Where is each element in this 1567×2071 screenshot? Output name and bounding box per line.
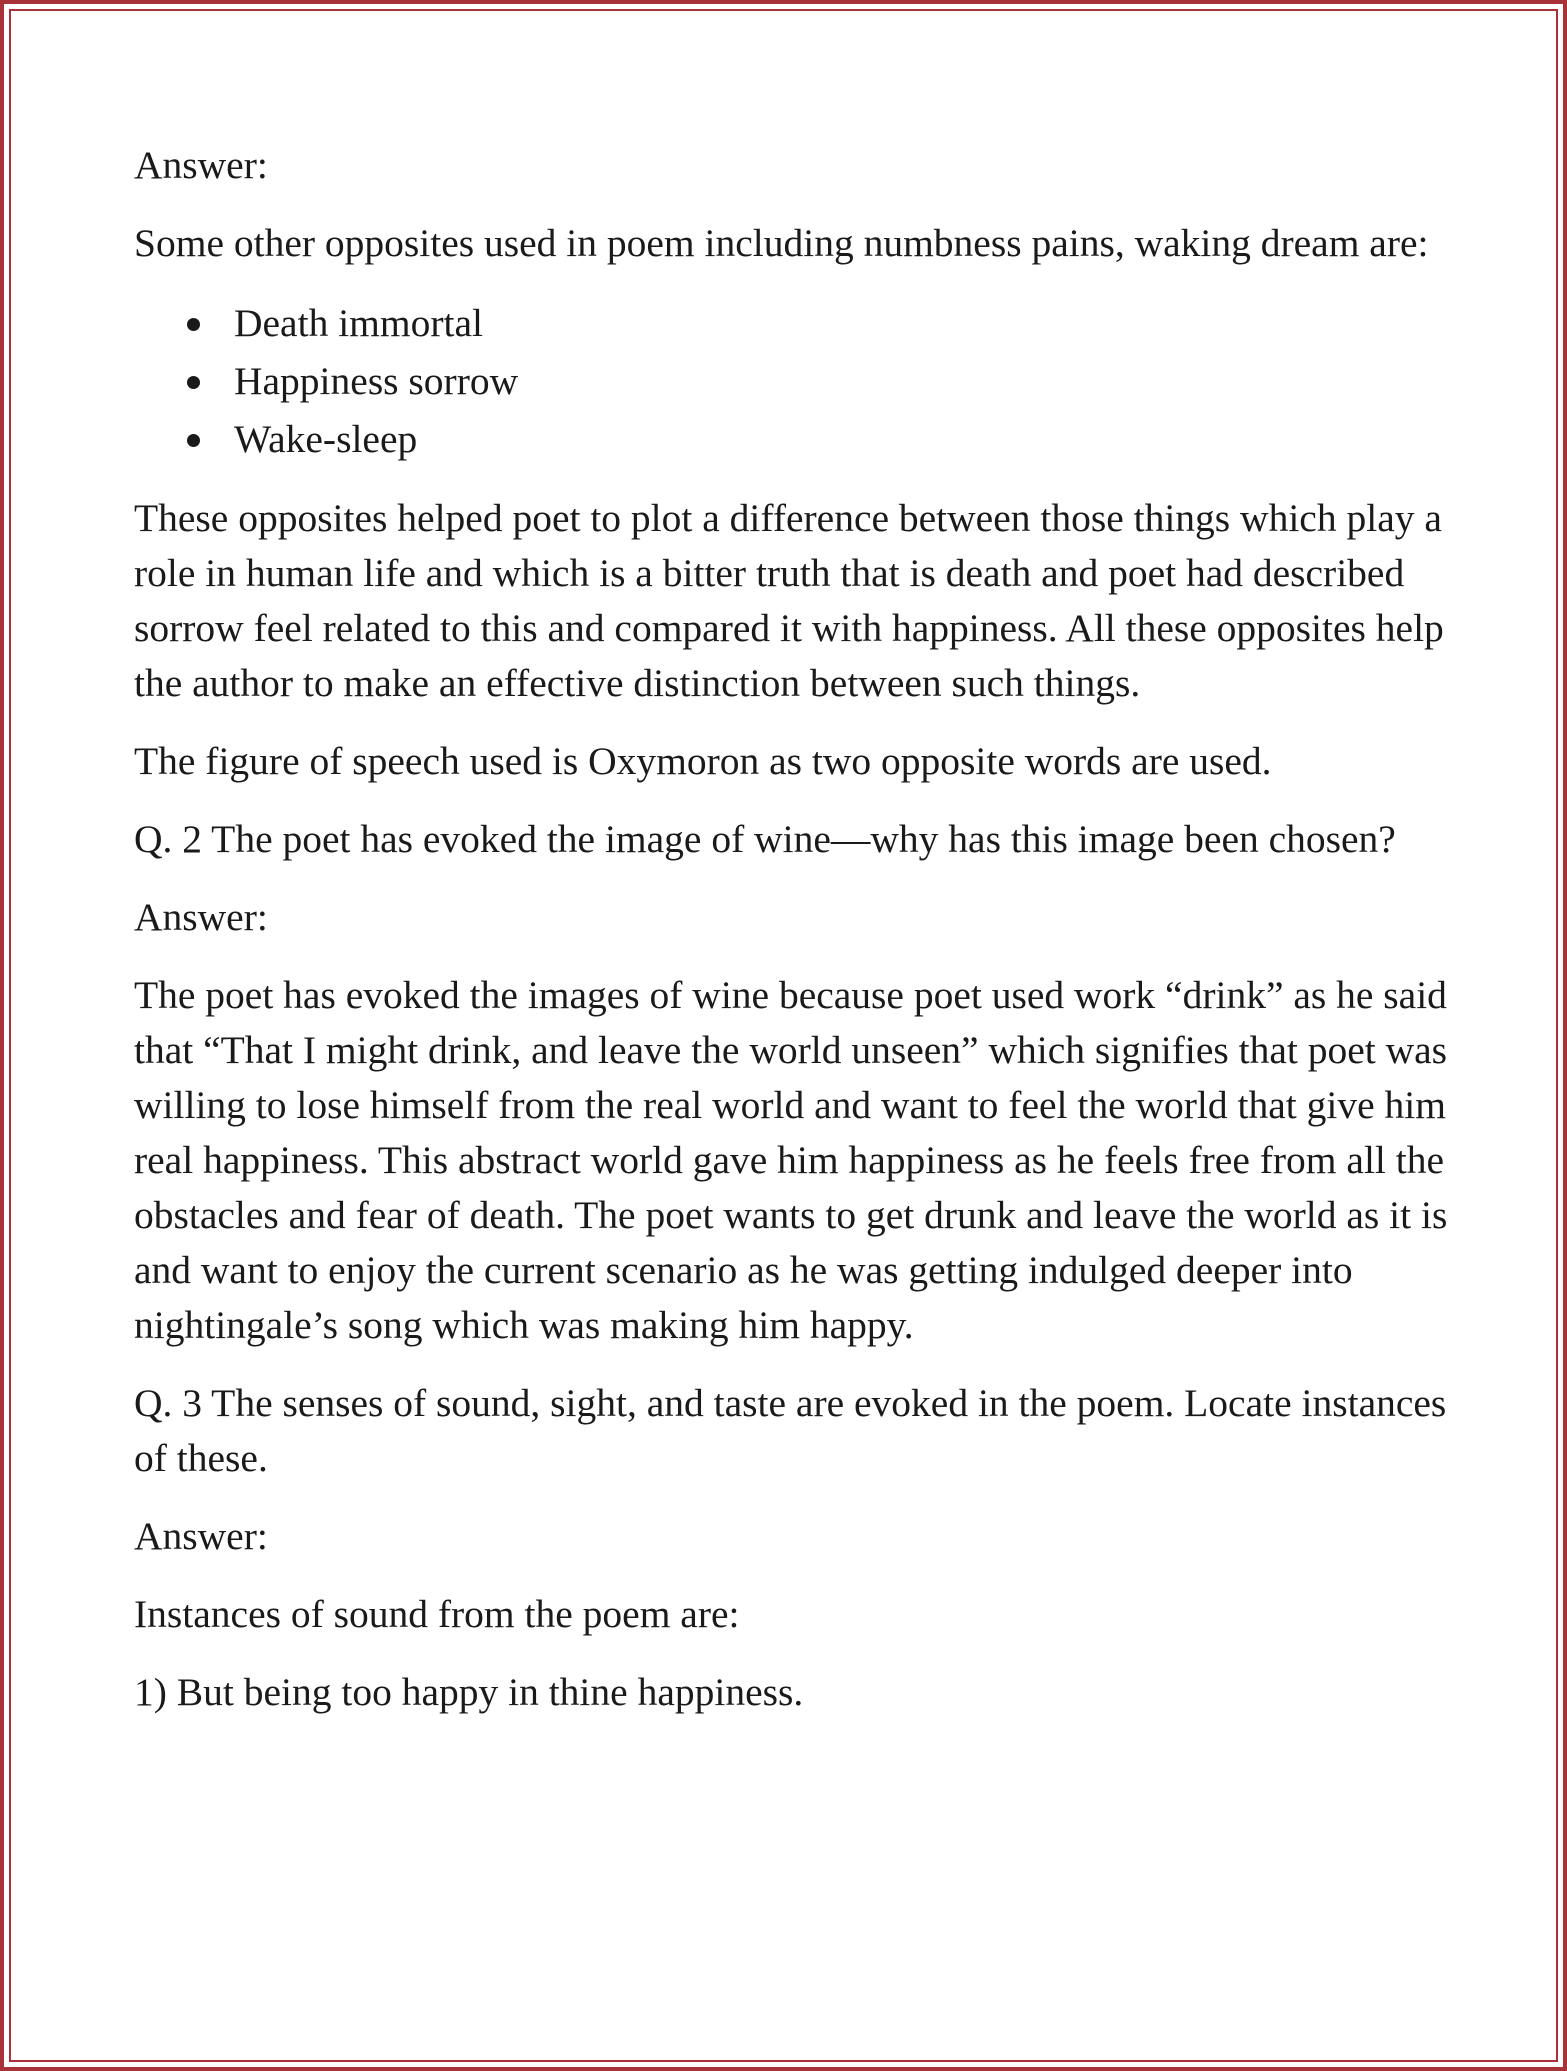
opposites-list: [134, 294, 1474, 468]
bullet-icon: [187, 376, 200, 389]
wine-paragraph: The poet has evoked the images of wine because poet used work “drink” as he said that “That I might drink, and leave the world unseen” which signifies that poet was willing to lose himself from the real world and want to feel the world that give him real happiness. This abstract world gave him happiness as he feels free from all the obstacles and fear of death. The poet wants to get drunk and leave the world as it is and want to enjoy the current scenario as he was getting indulged deeper into nightingale’s song which was making him happy.: [134, 973, 1448, 1347]
intro-paragraph: Some other opposites used in poem including numbness pains, waking dream are:: [134, 221, 1429, 265]
figure-of-speech-paragraph: The figure of speech used is Oxymoron as two opposite words are used.: [134, 739, 1272, 783]
list-item-label: Death immortal: [234, 301, 483, 345]
bullet-icon: [187, 318, 200, 331]
list-item-label: Happiness sorrow: [234, 359, 519, 403]
answer-label: Answer:: [134, 895, 268, 939]
list-item: [134, 352, 1474, 410]
opposites-paragraph: These opposites helped poet to plot a difference between those things which play a role in human life and which is a bitter truth that is death and poet had described sorrow feel related to this and compared it with happiness. All these opposites help the author to make an effective distinction between such things.: [134, 496, 1444, 705]
answer-label: Answer:: [134, 1514, 268, 1558]
document-body: [134, 138, 1474, 1743]
list-item: [134, 294, 1474, 352]
bullet-icon: [187, 434, 200, 447]
list-item-label: Wake-sleep: [234, 417, 418, 461]
sound-instances-paragraph: Instances of sound from the poem are:: [134, 1592, 740, 1636]
sound-instance-item: 1) But being too happy in thine happiness.: [134, 1670, 804, 1714]
question-2: Q. 2 The poet has evoked the image of wine—why has this image been chosen?: [134, 817, 1396, 861]
answer-label: Answer:: [134, 143, 268, 187]
list-item: [134, 410, 1474, 468]
question-3: Q. 3 The senses of sound, sight, and taste are evoked in the poem. Locate instances of these.: [134, 1381, 1447, 1480]
